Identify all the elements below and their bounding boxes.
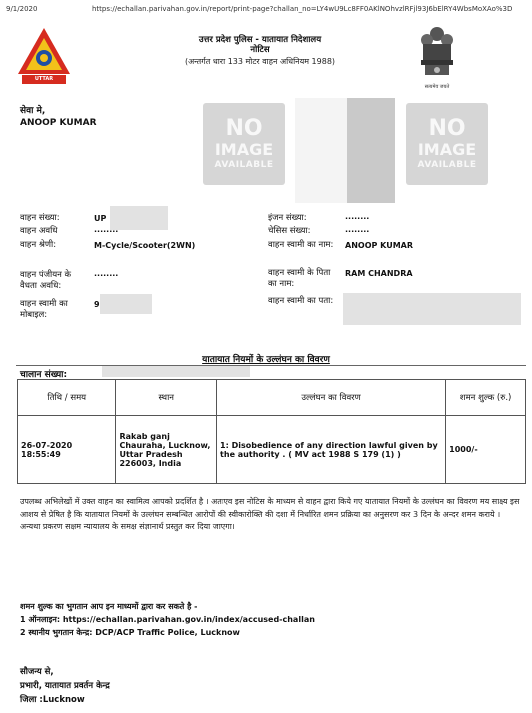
engine-number-label: इंजन संख्या: xyxy=(268,213,307,223)
signature-officer: प्रभारी, यातायात प्रवर्तन केन्द्र xyxy=(20,681,110,691)
owner-name-label: वाहन स्वामी का नाम: xyxy=(268,240,334,250)
print-date: 9/1/2020 xyxy=(6,5,38,13)
redacted-photo xyxy=(295,98,395,203)
notice-title-line2: नोटिस xyxy=(250,45,270,55)
owner-address-label: वाहन स्वामी का पता: xyxy=(268,296,334,306)
signature-district: जिला :Lucknow xyxy=(20,695,85,705)
no-image-placeholder-2 xyxy=(406,103,488,185)
table-header-row xyxy=(18,380,526,416)
print-url: https://echallan.parivahan.gov.in/report/print-page?challan_no=LY4wU9Lc8FF0AKlNOhvzlRFjl93J6bElRY4WbsMoXAo%3D xyxy=(92,5,513,13)
payment-online: 1 ऑनलाइन: https://echallan.parivahan.gov.in/index/accused-challan xyxy=(20,615,315,624)
column-header: तिथि / समय xyxy=(18,380,116,416)
registration-validity-value: ........ xyxy=(94,269,119,278)
vehicle-number-label: वाहन संख्या: xyxy=(20,213,60,223)
chassis-number-label: चेसिस संख्या: xyxy=(268,226,311,236)
vehicle-period-label: वाहन अवधि xyxy=(20,226,58,236)
owner-mobile-value: 9 xyxy=(94,300,100,309)
no-image-placeholder-1 xyxy=(203,103,285,185)
column-header: शमन शुल्क (रु.) xyxy=(446,380,526,416)
redacted-challan-number xyxy=(102,366,250,377)
violation-section-title: यातायात नियमों के उल्लंघन का विवरण xyxy=(202,355,330,365)
no-image-text: IMAGE xyxy=(417,140,477,159)
up-police-logo xyxy=(16,26,72,91)
notice-title-line1: उत्तर प्रदेश पुलिस - यातायात निदेशालय xyxy=(198,35,322,45)
national-emblem xyxy=(414,24,460,90)
section-divider xyxy=(16,365,526,366)
recipient-label: सेवा मे, xyxy=(20,106,46,116)
owner-name-value: ANOOP KUMAR xyxy=(345,241,414,250)
registration-validity-label: वाहन पंजीयन के वैधता अवधि: xyxy=(20,270,72,291)
father-name-value: RAM CHANDRA xyxy=(345,269,413,278)
violation-fine: 1000/- xyxy=(446,416,526,484)
no-image-text: IMAGE xyxy=(214,140,274,159)
notice-title-line3: (अन्तर्गत धारा 133 मोटर वाहन अधिनियम 1988) xyxy=(184,57,336,66)
payment-heading: शमन शुल्क का भुगतान आप इन माध्यमों द्वारा कर सकते है - xyxy=(20,602,198,611)
emblem-motto: सत्यमेव जयते xyxy=(424,84,450,90)
column-header: स्थान xyxy=(116,380,217,416)
logo-text: UTTAR PRADESH xyxy=(30,76,58,91)
violation-table xyxy=(17,379,526,484)
redacted-field xyxy=(343,293,521,325)
notice-paragraph: उपलब्ध अभिलेखों में उक्त वाहन का स्वामित्व आपको प्रदर्शित है । अतःएव इस नोटिस के माध्यम से वाहन द्वारा किये गए यातायात नियमों के उल्लंघन का विवरण मय साक्ष्य इस आशय से प्रेषित है कि यातायात नियमों के उल्लंघन सम्बन्धित आरोपों की स्वीकारोक्ति की दशा में निर्धारित शमन प्रक्रिया का अनुसरण कर 3 दिन के अन्दर शमन कराये । अन्यथा प्रकरण सक्षम न्यायालय के समक्ष संज्ञानार्थ प्रस्तुत कर दिया जाएगा। xyxy=(20,497,520,531)
violation-datetime: 26-07-2020 18:55:49 xyxy=(18,416,116,484)
column-header: उल्लंघन का विवरण xyxy=(217,380,446,416)
violation-description: 1: Disobedience of any direction lawful given by the authority . ( MV act 1988 S 179 (1) ) xyxy=(217,416,446,484)
no-image-text: AVAILABLE xyxy=(417,160,477,170)
table-row xyxy=(18,416,526,484)
challan-number-label: चालान संख्या: xyxy=(20,370,68,380)
father-name-label: वाहन स्वामी के पिता का नाम: xyxy=(268,268,331,289)
chassis-number-value: ........ xyxy=(345,225,370,234)
no-image-text: NO xyxy=(428,116,466,141)
signature-courtesy: सौजन्य से, xyxy=(20,667,54,677)
redacted-field xyxy=(110,206,168,230)
vehicle-number-value: UP xyxy=(94,214,107,223)
recipient-name: ANOOP KUMAR xyxy=(20,118,97,128)
owner-mobile-label: वाहन स्वामी का मोबाइल: xyxy=(20,299,68,320)
engine-number-value: ........ xyxy=(345,212,370,221)
no-image-text: NO xyxy=(225,116,263,141)
no-image-text: AVAILABLE xyxy=(214,160,274,170)
violation-place: Rakab ganj Chauraha, Lucknow, Uttar Pradesh 226003, India xyxy=(116,416,217,484)
vehicle-period-value: ........ xyxy=(94,225,119,234)
payment-local: 2 स्थानीय भुगतान केन्द्र: DCP/ACP Traffic Police, Lucknow xyxy=(20,628,240,637)
vehicle-class-label: वाहन श्रेणी: xyxy=(20,240,57,250)
redacted-field xyxy=(100,294,152,314)
vehicle-class-value: M-Cycle/Scooter(2WN) xyxy=(94,241,196,250)
